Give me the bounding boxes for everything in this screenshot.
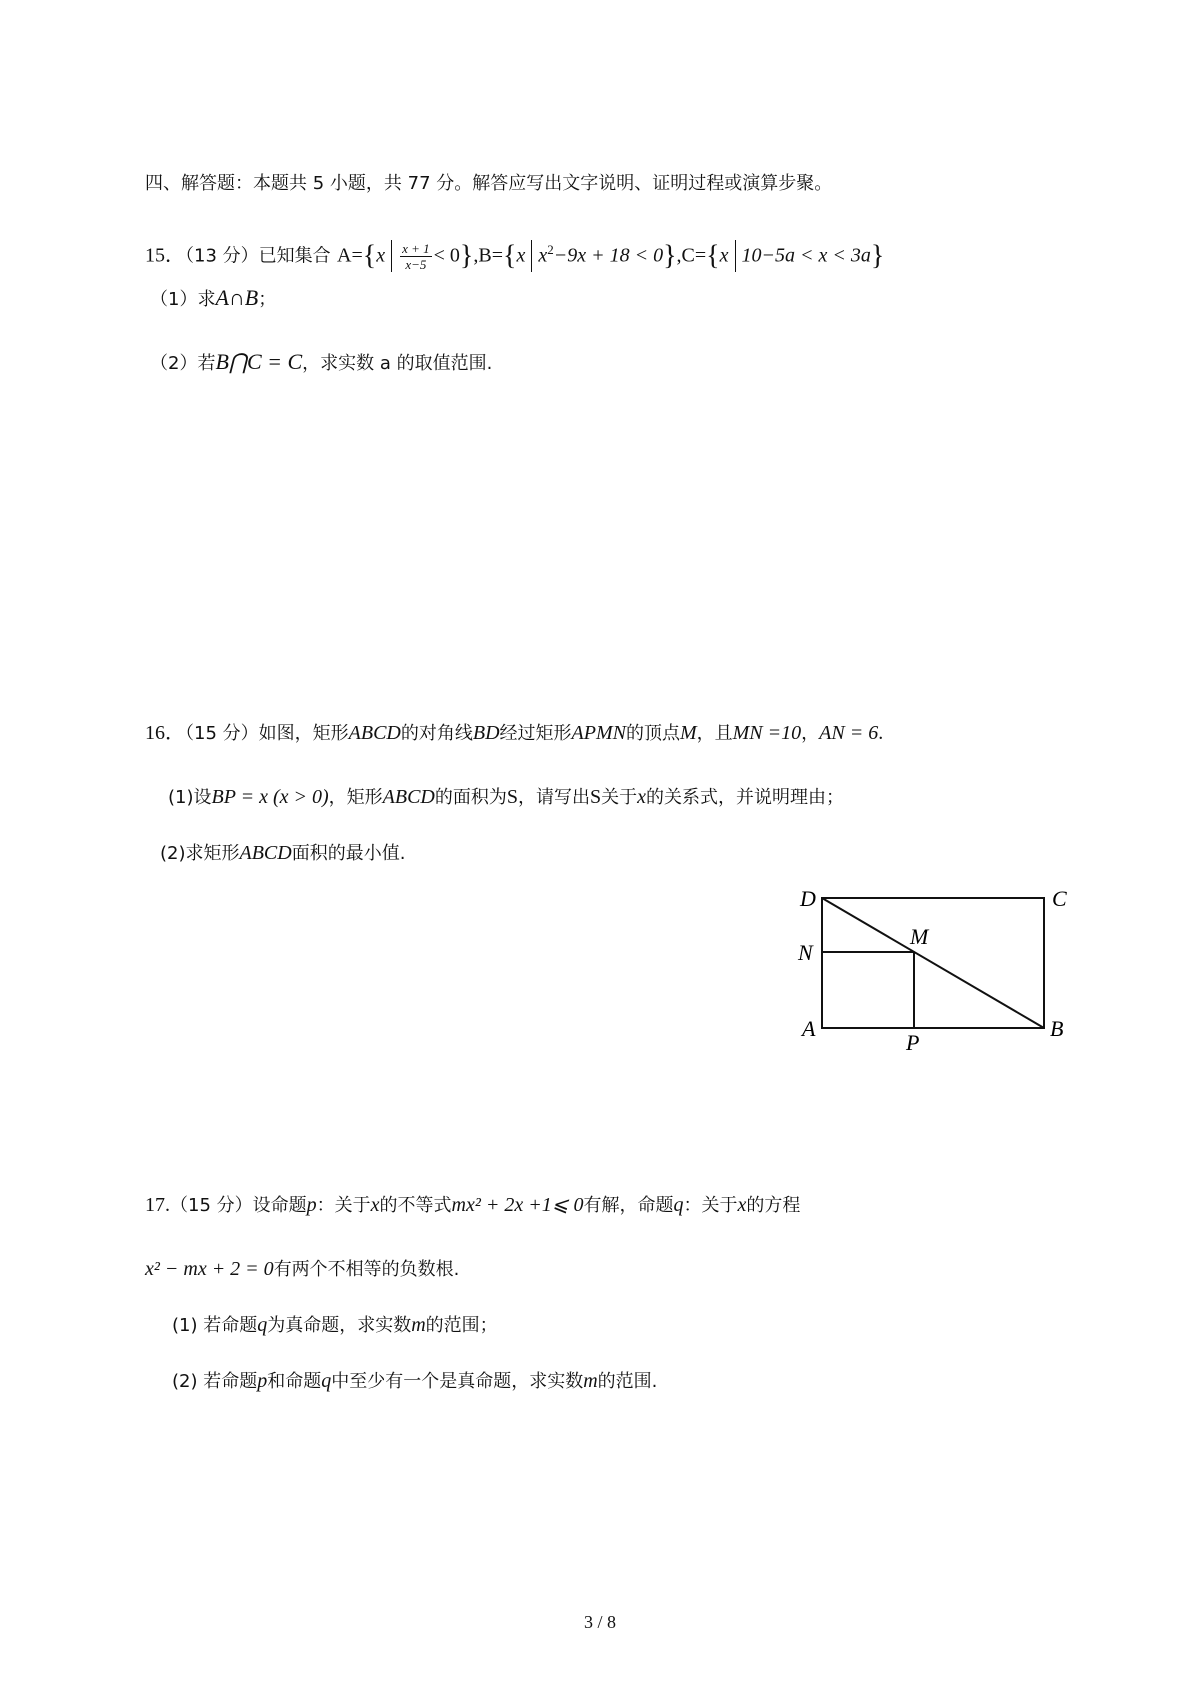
set-bar: [391, 240, 392, 272]
diagonal-bd: [822, 898, 1044, 1028]
label-c: C: [1052, 886, 1067, 911]
brace-close: }: [663, 240, 677, 272]
q16-text: 如图，矩形: [258, 723, 349, 744]
q17-statement-cont: [145, 1254, 459, 1284]
set-a-var: x: [376, 244, 386, 267]
fraction-numerator: x + 1: [402, 240, 430, 256]
page-number: 3 / 8: [583, 1612, 616, 1632]
q17-part1-label: (1) 若命题: [172, 1315, 258, 1336]
q17-statement: [145, 1190, 800, 1220]
q15-part2-text: ，求实数 a 的取值范围.: [302, 353, 493, 374]
q17-text: 中至少有一个是真命题，求实数: [331, 1371, 584, 1392]
q17-text: 的方程: [746, 1195, 801, 1216]
q17-text: 有两个不相等的负数根.: [273, 1259, 460, 1280]
label-a: A: [802, 1016, 816, 1041]
q16-text: 的关系式，并说明理由；: [646, 787, 844, 808]
math-ineq: mx² + 2x +1⩽ 0: [451, 1194, 584, 1216]
math-m: m: [411, 1314, 426, 1336]
set-bar: [735, 240, 736, 272]
q17-text: 和命题: [267, 1371, 322, 1392]
math-rect: ABCD: [348, 722, 401, 744]
math-x: x: [370, 1194, 380, 1216]
math-expr: BP = x (x > 0): [211, 786, 329, 808]
q16-text: 关于: [601, 787, 638, 808]
q15-points: （13 分）: [185, 245, 259, 267]
q15-part1-end: ；: [258, 289, 277, 310]
math-vertex: M: [679, 722, 697, 744]
q17-text: 的不等式: [379, 1195, 452, 1216]
q15-part2-label: （2）若: [150, 353, 216, 374]
q16-text: ，: [801, 723, 820, 744]
math-rect: ABCD: [239, 842, 292, 864]
q15-part1-expr: A∩B: [215, 285, 259, 310]
q17-text: ：关于: [316, 1195, 371, 1216]
label-m: M: [910, 924, 929, 949]
label-p: P: [906, 1030, 920, 1050]
brace-open: {: [706, 240, 720, 272]
math-cond: MN =10: [732, 722, 802, 744]
q15-number: 15．: [145, 244, 185, 267]
set-a-condition: < 0: [433, 244, 460, 267]
math-s: S: [589, 786, 602, 808]
q17-part1: [172, 1310, 498, 1340]
math-x: x: [637, 786, 646, 808]
q16-points: （15 分）: [185, 723, 259, 744]
q16-part2-label: (2)求矩形: [160, 843, 240, 864]
math-x: x: [737, 1194, 747, 1216]
set-c-label: ,C=: [676, 244, 707, 267]
fraction-denominator: x−5: [405, 256, 427, 272]
math-p: p: [257, 1370, 268, 1392]
q15-intro: 已知集合: [258, 245, 331, 267]
set-a-fraction: [400, 241, 432, 272]
q16-text: 的顶点: [625, 723, 680, 744]
brace-close: }: [870, 240, 885, 272]
label-n: N: [798, 940, 813, 965]
q16-number: 16．: [145, 722, 185, 744]
set-b-var: x: [516, 244, 526, 267]
q15-statement: [145, 236, 884, 272]
brace-open: {: [362, 240, 377, 272]
math-s: S: [506, 786, 518, 808]
brace-close: }: [459, 240, 474, 272]
set-b-condition: −9x + 18 < 0: [553, 244, 664, 267]
q16-statement: [145, 718, 883, 748]
set-b-x: x: [538, 244, 548, 267]
section-title: 四、解答题：本题共 5 小题，共 77 分。解答应写出文字说明、证明过程或演算步聚。: [145, 173, 833, 194]
q16-text: 的对角线: [400, 723, 473, 744]
q17-points: （15 分）: [170, 1195, 253, 1216]
q16-text: 经过矩形: [499, 723, 572, 744]
math-m: m: [583, 1370, 598, 1392]
q16-text: 的面积为: [434, 787, 507, 808]
q15-part2: [150, 348, 492, 378]
math-rect: APMN: [571, 722, 626, 744]
q17-text: 有解，命题: [583, 1195, 674, 1216]
math-p: p: [306, 1194, 317, 1216]
q17-part2: [172, 1366, 657, 1396]
math-diag: BD: [472, 722, 500, 744]
exponent: 2: [547, 242, 554, 257]
q16-text: .: [878, 722, 884, 744]
q16-text: ，矩形: [328, 787, 383, 808]
rectangle-diagram: [790, 880, 1070, 1050]
math-rect: ABCD: [382, 786, 435, 808]
q17-number: 17.: [145, 1194, 170, 1216]
math-q: q: [673, 1194, 684, 1216]
math-q: q: [321, 1370, 332, 1392]
q17-text: 为真命题，求实数: [267, 1315, 412, 1336]
q15-part1: [150, 284, 276, 314]
brace-open: {: [502, 240, 517, 272]
q17-text: ：关于: [683, 1195, 738, 1216]
q17-part2-label: (2) 若命题: [172, 1371, 258, 1392]
q16-part1: [168, 782, 844, 812]
q15-part2-expr: B⋂C = C: [215, 349, 303, 374]
math-cond: AN = 6: [819, 722, 879, 744]
q16-part2: [160, 838, 405, 868]
set-bar: [531, 240, 532, 272]
set-c-condition: 10−5a < x < 3a: [741, 244, 871, 267]
label-b: B: [1050, 1016, 1064, 1041]
q15-part1-label: （1）求: [150, 289, 216, 310]
math-eq: x² − mx + 2 = 0: [145, 1258, 274, 1280]
set-c-var: x: [719, 244, 729, 267]
q17-text: 的范围.: [597, 1371, 658, 1392]
set-b-label: ,B=: [473, 244, 503, 267]
q16-part1-label: (1)设: [168, 787, 212, 808]
q17-text: 的范围；: [425, 1315, 498, 1336]
set-a-label: A=: [337, 244, 363, 267]
q16-text: 面积的最小值.: [291, 843, 406, 864]
q16-text: ，请写出: [517, 787, 590, 808]
q16-text: ，且: [696, 723, 733, 744]
q17-text: 设命题: [252, 1195, 307, 1216]
label-d: D: [800, 886, 816, 911]
math-q: q: [257, 1314, 268, 1336]
